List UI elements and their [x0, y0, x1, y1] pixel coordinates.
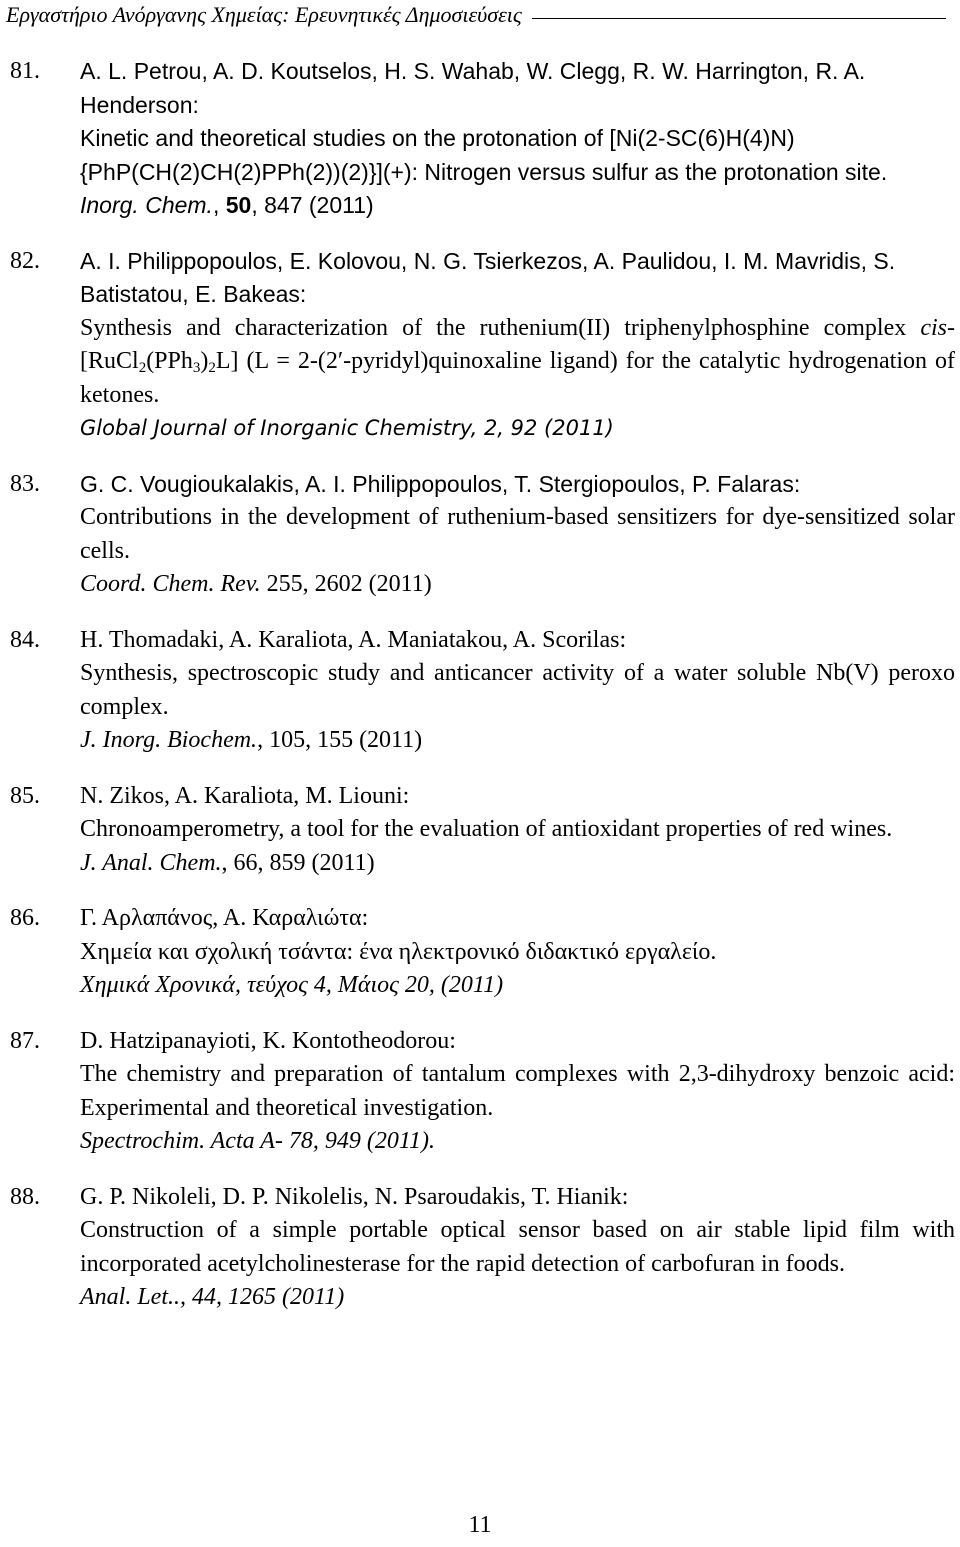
reference-citation: Global Journal of Inorganic Chemistry, 2, 92 (2011)	[80, 416, 614, 440]
reference-authors: G. C. Vougioukalakis, A. I. Philippopoulos, T. Stergiopoulos, P. Falaras:	[80, 470, 801, 497]
page-number: 11	[468, 1512, 492, 1538]
reference-number: 81.	[10, 58, 40, 84]
reference-number: 88.	[10, 1183, 40, 1210]
reference-87	[0, 1025, 960, 1159]
reference-number: 86.	[10, 905, 40, 931]
header-rule	[532, 18, 946, 19]
reference-citation: Χημικά Χρονικά, τεύχος 4, Μάιος 20, (2011)	[80, 972, 504, 998]
reference-citation: J. Inorg. Biochem., 105, 155 (2011)	[80, 727, 423, 753]
reference-86	[0, 902, 960, 1003]
reference-citation: Anal. Let.., 44, 1265 (2011)	[80, 1284, 345, 1310]
reference-84	[0, 624, 960, 758]
reference-title: Construction of a simple portable optical sensor based on air stable lipid film with incorporated acetylcholinesterase for the rapid detection of carbofuran in foods.	[80, 1217, 955, 1277]
reference-number: 85.	[10, 782, 40, 809]
reference-citation: Coord. Chem. Rev. 255, 2602 (2011)	[80, 571, 432, 597]
reference-title: Synthesis and characterization of the ruthenium(II) triphenylphosphine complex cis-$[RuCl_2(PPh_3)_2L] (L$ = 2-(2′-pyridyl)quinoxaline ligand) for the catalytic hydrogenation of ketones.	[80, 314, 955, 408]
reference-title: Chronoamperometry, a tool for the evaluation of antioxidant properties of red wines.	[80, 816, 893, 842]
reference-citation: Inorg. Chem., 50, 847 (2011)	[80, 192, 374, 218]
reference-list	[0, 55, 960, 1337]
reference-authors: H. Thomadaki, A. Karaliota, A. Maniatakou, A. Scorilas:	[80, 626, 627, 653]
reference-citation: Spectrochim. Acta A- 78, 949 (2011).	[80, 1128, 436, 1154]
reference-title: Synthesis, spectroscopic study and anticancer activity of a water soluble Nb(V) peroxo complex.	[80, 660, 955, 720]
reference-number: 87.	[10, 1027, 40, 1054]
running-header	[6, 0, 946, 30]
reference-authors: N. Zikos, A. Karaliota, M. Liouni:	[80, 782, 410, 809]
reference-title: Contributions in the development of ruthenium-based sensitizers for dye-sensitized solar cells.	[80, 504, 955, 564]
reference-title: Χημεία και σχολική τσάντα: ένα ηλεκτρονικό διδακτικό εργαλείο.	[80, 938, 717, 965]
reference-citation: J. Anal. Chem., 66, 859 (2011)	[80, 849, 375, 876]
reference-number: 82.	[10, 247, 40, 274]
reference-82	[0, 245, 960, 446]
reference-authors: D. Hatzipanayioti, K. Kontotheodorou:	[80, 1027, 456, 1054]
reference-number: 84.	[10, 626, 40, 653]
reference-title: Kinetic and theoretical studies on the protonation of [Ni(2-SC(6)H(4)N){PhP(CH(2)CH(2)PPh(2))(2)}](+): Nitrogen versus sulfur as the protonation site.	[80, 125, 888, 185]
reference-81	[0, 55, 960, 223]
reference-title: The chemistry and preparation of tantalum complexes with 2,3-dihydroxy benzoic acid: Experimental and theoretical investigation.	[80, 1061, 955, 1121]
reference-authors: G. P. Nikoleli, D. P. Nikolelis, N. Psaroudakis, T. Hianik:	[80, 1183, 629, 1210]
reference-85	[0, 780, 960, 881]
reference-number: 83.	[10, 470, 40, 497]
reference-authors: Γ. Αρλαπάνος, Α. Καραλιώτα:	[80, 905, 369, 931]
reference-88	[0, 1181, 960, 1315]
reference-authors: A. L. Petrou, A. D. Koutselos, H. S. Wahab, W. Clegg, R. W. Harrington, R. A. Henderson:	[80, 58, 866, 118]
header-title: Εργαστήριο Ανόργανης Χημείας: Ερευνητικές Δημοσιεύσεις	[6, 2, 522, 27]
reference-authors: A. I. Philippopoulos, E. Kolovou, N. G. Tsierkezos, A. Paulidou, I. M. Mavridis, S. Batistatou, E. Bakeas:	[80, 247, 896, 307]
reference-83	[0, 468, 960, 602]
